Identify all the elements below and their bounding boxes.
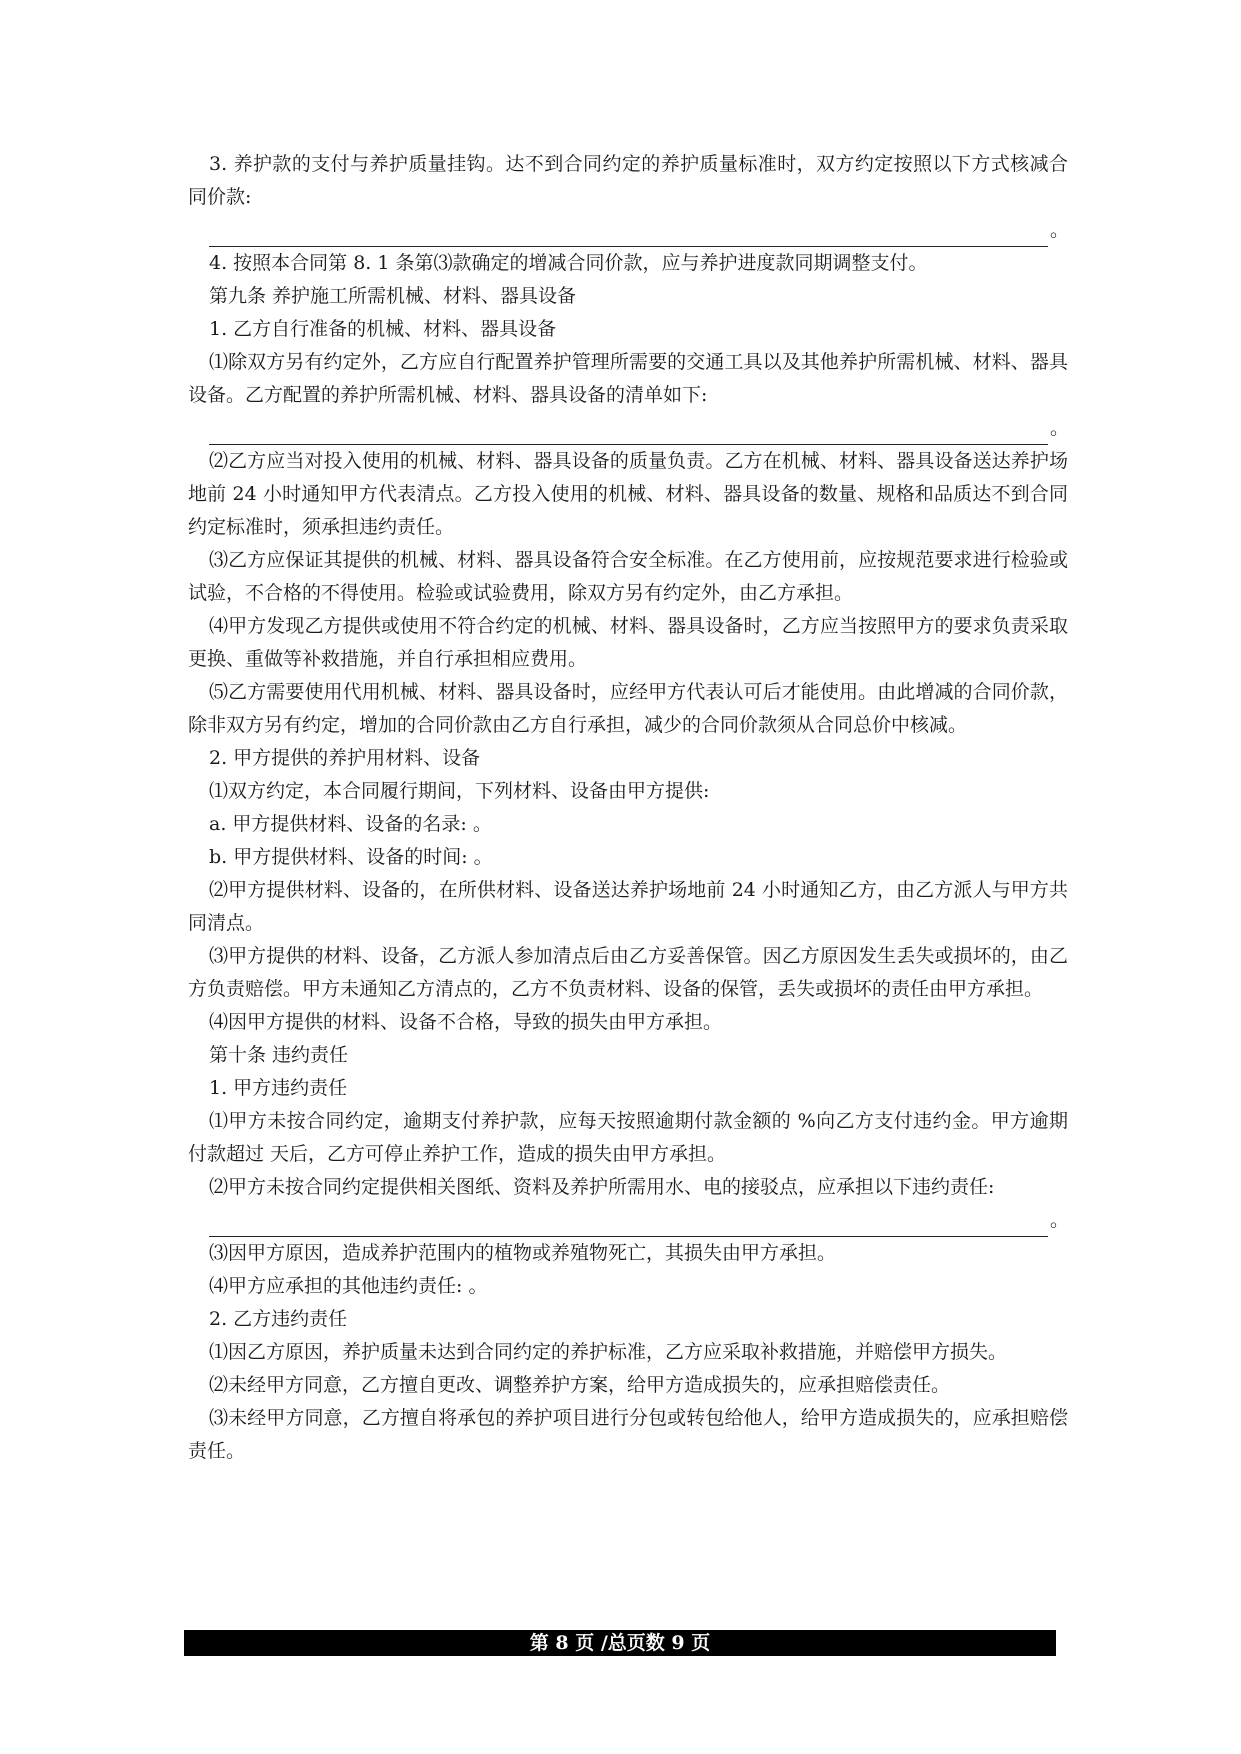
blank-period: 。 [1050, 219, 1070, 241]
paragraph: ⑴甲方未按合同约定，逾期支付养护款，应每天按照逾期付款金额的 %向乙方支付违约金。甲方逾期付款超过 天后，乙方可停止养护工作，造成的损失由甲方承担。 [188, 1110, 1068, 1165]
paragraph: ⑶因甲方原因，造成养护范围内的植物或养殖物死亡，其损失由甲方承担。 [209, 1242, 837, 1264]
section-heading: 第九条 养护施工所需机械、材料、器具设备 [209, 285, 577, 307]
subsection-heading: 1. 甲方违约责任 [209, 1077, 348, 1099]
fill-in-blank [209, 214, 1068, 247]
blank-line [209, 226, 1048, 247]
paragraph: ⑶未经甲方同意，乙方擅自将承包的养护项目进行分包或转包给他人，给甲方造成损失的，应承担赔偿责任。 [188, 1407, 1068, 1462]
document-body [188, 148, 1068, 1468]
paragraph: 3. 养护款的支付与养护质量挂钩。达不到合同约定的养护质量标准时，双方约定按照以下方式核减合同价款: [188, 153, 1068, 208]
subsection-heading: 1. 乙方自行准备的机械、材料、器具设备 [209, 318, 557, 340]
blank-period: 。 [1050, 417, 1070, 439]
paragraph: ⑵甲方提供材料、设备的，在所供材料、设备送达养护场地前 24 小时通知乙方，由乙方派人与甲方共同清点。 [188, 879, 1068, 934]
fill-in-blank [209, 412, 1068, 445]
subsection-heading: 2. 乙方违约责任 [209, 1308, 348, 1330]
blank-line [209, 424, 1048, 445]
subsection-heading: 2. 甲方提供的养护用材料、设备 [209, 747, 481, 769]
paragraph: ⑵未经甲方同意，乙方擅自更改、调整养护方案，给甲方造成损失的，应承担赔偿责任。 [209, 1374, 951, 1396]
paragraph: ⑵乙方应当对投入使用的机械、材料、器具设备的质量负责。乙方在机械、材料、器具设备送达养护场地前 24 小时通知甲方代表清点。乙方投入使用的机械、材料、器具设备的数量、规格和品质达不到合同约定标准时，须承担违约责任。 [188, 450, 1068, 538]
paragraph: ⑴双方约定，本合同履行期间，下列材料、设备由甲方提供: [209, 780, 710, 802]
paragraph: ⑷甲方应承担的其他违约责任: 。 [209, 1275, 488, 1297]
paragraph: ⑶乙方应保证其提供的机械、材料、器具设备符合安全标准。在乙方使用前，应按规范要求进行检验或试验，不合格的不得使用。检验或试验费用，除双方另有约定外，由乙方承担。 [188, 549, 1068, 604]
paragraph: ⑷甲方发现乙方提供或使用不符合约定的机械、材料、器具设备时，乙方应当按照甲方的要求负责采取更换、重做等补救措施，并自行承担相应费用。 [188, 615, 1068, 670]
fill-in-blank [209, 1204, 1068, 1237]
paragraph: 4. 按照本合同第 8. 1 条第⑶款确定的增减合同价款，应与养护进度款同期调整支付。 [209, 252, 928, 274]
paragraph: a. 甲方提供材料、设备的名录: 。 [209, 813, 492, 835]
paragraph: ⑴除双方另有约定外，乙方应自行配置养护管理所需要的交通工具以及其他养护所需机械、材料、器具设备。乙方配置的养护所需机械、材料、器具设备的清单如下: [188, 351, 1068, 406]
paragraph: ⑸乙方需要使用代用机械、材料、器具设备时，应经甲方代表认可后才能使用。由此增减的合同价款，除非双方另有约定，增加的合同价款由乙方自行承担，减少的合同价款须从合同总价中核减。 [188, 681, 1068, 736]
paragraph: ⑵甲方未按合同约定提供相关图纸、资料及养护所需用水、电的接驳点，应承担以下违约责任: [209, 1176, 995, 1198]
blank-line [209, 1216, 1048, 1237]
paragraph: b. 甲方提供材料、设备的时间: 。 [209, 846, 493, 868]
paragraph: ⑴因乙方原因，养护质量未达到合同约定的养护标准，乙方应采取补救措施，并赔偿甲方损失。 [209, 1341, 1008, 1363]
section-heading: 第十条 违约责任 [209, 1044, 349, 1066]
page-footer: 第 8 页 /总页数 9 页 [184, 1630, 1056, 1656]
blank-period: 。 [1050, 1209, 1070, 1231]
paragraph: ⑷因甲方提供的材料、设备不合格，导致的损失由甲方承担。 [209, 1011, 723, 1033]
paragraph: ⑶甲方提供的材料、设备，乙方派人参加清点后由乙方妥善保管。因乙方原因发生丢失或损坏的，由乙方负责赔偿。甲方未通知乙方清点的，乙方不负责材料、设备的保管，丢失或损坏的责任由甲方承担。 [188, 945, 1068, 1000]
